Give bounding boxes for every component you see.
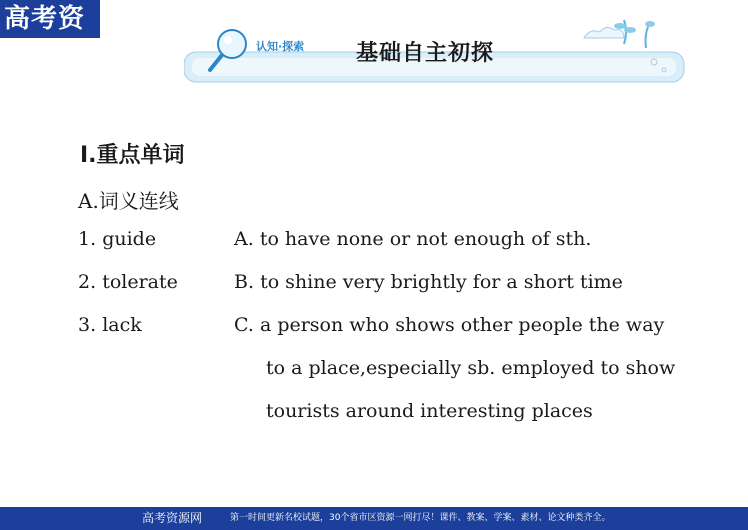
definition-item: B. to shine very brightly for a short time (234, 271, 623, 293)
banner-title: 基础自主初探 (356, 40, 495, 66)
section-banner (184, 14, 686, 88)
section-subheading: A.词义连线 (78, 189, 179, 213)
section-heading: Ⅰ.重点单词 (80, 143, 185, 168)
site-logo: 高考资 (0, 0, 100, 38)
definition-item: A. to have none or not enough of sth. (234, 228, 592, 250)
word-item: 2. tolerate (78, 271, 178, 293)
definition-continuation: to a place,especially sb. employed to show (266, 357, 676, 379)
footer-note: 第一时间更新名校试题，30个省市区资源一网打尽！课件、教案、学案、素材、论文种类齐全。 (230, 513, 611, 523)
definition-continuation: tourists around interesting places (266, 400, 593, 422)
word-item: 3. lack (78, 314, 142, 336)
footer-brand: 高考资源网 (142, 511, 203, 525)
definition-item: C. a person who shows other people the way (234, 314, 665, 336)
footer-bar (0, 507, 748, 530)
word-item: 1. guide (78, 228, 157, 250)
banner-subtitle: 认知·探索 (256, 40, 305, 53)
